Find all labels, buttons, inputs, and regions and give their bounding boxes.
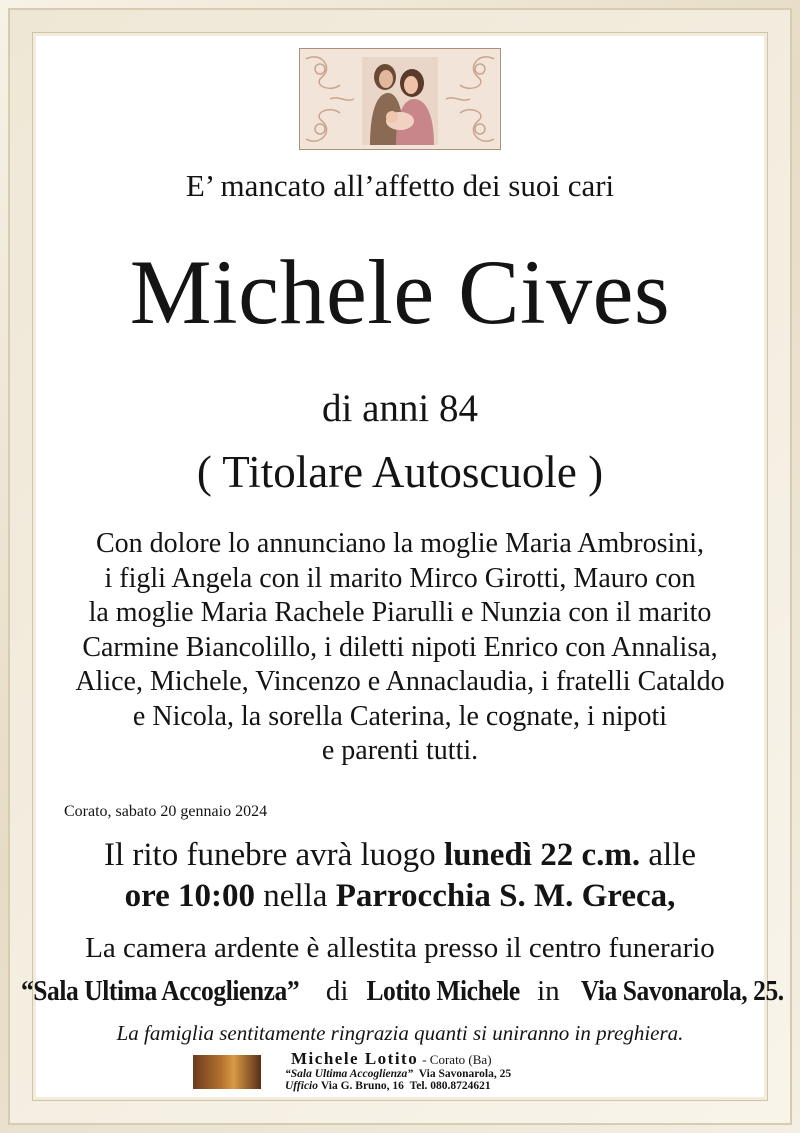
rite-text: nella [263,878,328,914]
notice-date: Corato, sabato 20 gennaio 2024 [64,803,268,820]
wake-room-line: La camera ardente è allestita presso il centro funerario [85,932,715,964]
holy-family-image [299,48,501,150]
body-line: Carmine Biancolillo, i diletti nipoti Enrico con Annalisa, [82,631,718,663]
body-line: e Nicola, la sorella Caterina, le cognate, i nipoti [132,700,668,732]
rite-time: ore 10:00 [124,878,256,914]
wake-room [0,927,800,1013]
wake-owner: Lotito Michele [366,975,520,1007]
wake-text: di [325,975,349,1007]
rite-text: Il rito funebre avrà luogo [103,837,436,873]
role: ( Titolare Autoscuole ) [196,447,604,497]
body-line: i figli Angela con il marito Mirco Girotti, Mauro con [104,562,696,594]
rite-comma: , [667,878,676,914]
body-line: la moglie Maria Rachele Piarulli e Nunzia con il marito [88,597,712,628]
funeral-home-name: Michele Lotito [291,1049,419,1068]
funeral-home-footer [193,1049,613,1091]
rite-day: lunedì 22 c.m. [443,837,641,873]
footer-office-address: Via G. Bruno, 16 [320,1080,404,1092]
body-line: Con dolore lo annunciano la moglie Maria Ambrosini, [95,528,705,559]
funeral-rite [0,835,800,917]
footer-office-label: Ufficio [285,1080,319,1092]
footer-venue: “Sala Ultima Accoglienza” [285,1068,413,1080]
footer-venue-address: Via Savonarola, 25 [418,1068,512,1080]
announcement-body [0,527,800,769]
wake-address: Via Savonarola, 25. [580,975,784,1007]
funeral-home-logo [193,1055,261,1089]
deceased-name: Michele Cives [129,241,671,343]
age: di anni 84 [322,387,478,430]
wake-venue: “Sala Ultima Accoglienza” [21,975,300,1007]
family-thanks: La famiglia sentitamente ringrazia quanti si uniranno in preghiera. [116,1021,684,1045]
wake-text: in [537,975,560,1007]
body-line: Alice, Michele, Vincenzo e Annaclaudia, i fratelli Cataldo [75,666,725,697]
body-line: e parenti tutti. [321,735,479,766]
rite-church: Parrocchia S. M. Greca [335,878,668,914]
funeral-home-city: - Corato (Ba) [422,1052,492,1067]
subtitle: E’ mancato all’affetto dei suoi cari [185,168,615,203]
rite-text: alle [648,837,697,873]
footer-tel: Tel. 080.8724621 [409,1080,491,1092]
